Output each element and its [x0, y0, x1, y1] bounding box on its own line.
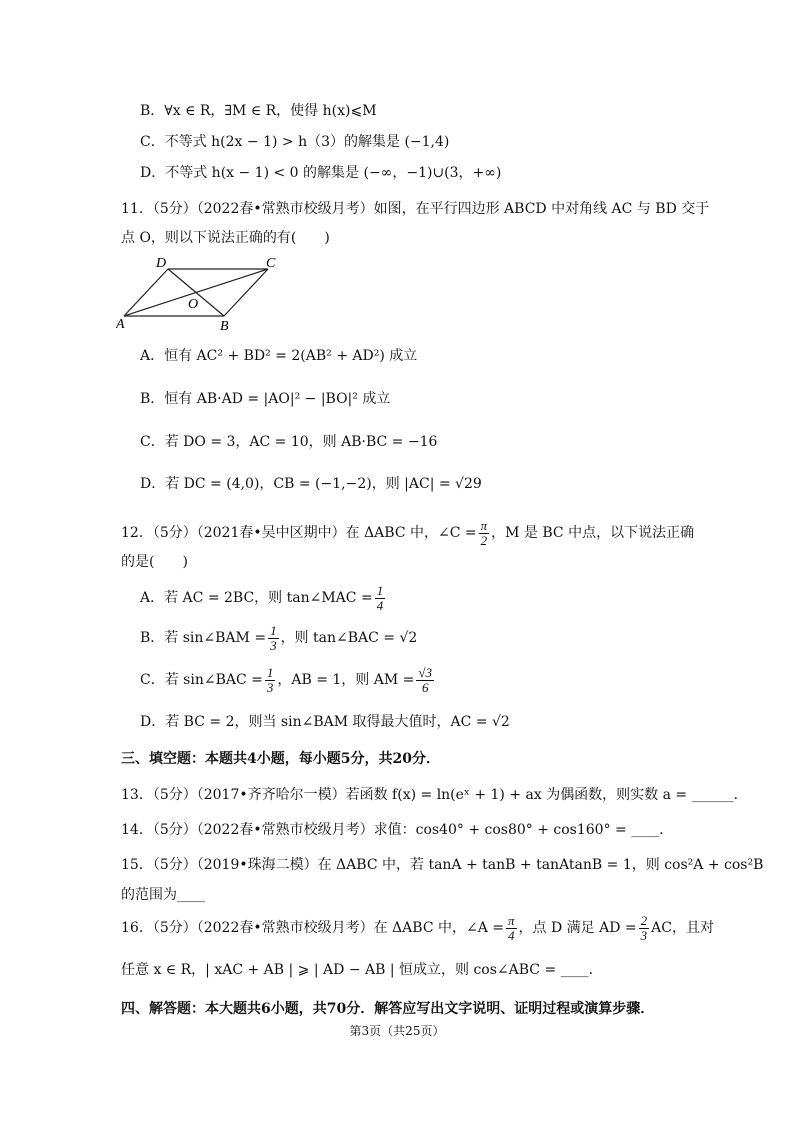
- q12-option-a: [140, 580, 387, 616]
- q11-option-a: A．恒有 AC² + BD² = 2(AB² + AD²) 成立: [140, 348, 418, 364]
- vertex-label-d: D: [156, 256, 167, 271]
- frac-numerator: 2: [640, 912, 648, 928]
- vertex-label-c: C: [266, 256, 276, 271]
- q12-c-text: C．若 sin∠BAC =: [140, 672, 263, 688]
- q12-a-frac: [375, 584, 386, 613]
- frac-numerator: 1: [266, 664, 274, 680]
- q12-option-c: [140, 662, 436, 698]
- q12-c-frac1: [265, 666, 276, 695]
- q11-option-c: C．若 DO = 3，AC = 10，则 AB·BC = −16: [140, 434, 438, 450]
- q12-b-text: B．若 sin∠BAM =: [140, 630, 267, 646]
- q10-option-b: B．∀x ∈ R，∃M ∈ R，使得 h(x)⩽M: [140, 103, 377, 119]
- q12-b-text-post: ，则 tan∠BAC = √2: [280, 630, 418, 646]
- q11-stem-line2: 点 O，则以下说法正确的有( ): [121, 230, 330, 246]
- q16-frac-pi-over-4: [506, 914, 517, 943]
- q12-a-text: A．若 AC = 2BC，则 tan∠MAC =: [140, 590, 373, 606]
- frac-numerator: π: [508, 912, 515, 928]
- q15-line1: 15．（5分）（2019•珠海二模）在 ΔABC 中，若 tanA + tanB + tanAtanB = 1，则 cos²A + cos²B: [121, 857, 764, 873]
- q12-frac-pi-over-2: [479, 519, 490, 548]
- q12-b-frac: [268, 624, 279, 653]
- q12-option-b: [140, 620, 417, 656]
- parallelogram-figure: [116, 256, 296, 336]
- q12-stem-line2: 的是( ): [121, 554, 188, 570]
- frac-numerator: 1: [270, 622, 277, 638]
- q12-stem-part2: ，M 是 BC 中点，以下说法正确: [491, 525, 695, 541]
- frac-numerator: √3: [418, 664, 433, 680]
- q12-c-text-mid: ，AB = 1，则 AM =: [277, 672, 415, 688]
- q15-line2: 的范围为____: [121, 887, 205, 903]
- q12-stem-part1: 12．（5分）（2021春•吴中区期中）在 ΔABC 中，∠C =: [121, 525, 477, 541]
- q10-option-d: D．不等式 h(x − 1) < 0 的解集是 (−∞，−1)∪(3，+∞): [140, 165, 502, 181]
- q11-option-b: B．恒有 AB·AD = |AO|² − |BO|² 成立: [140, 391, 391, 407]
- q12-c-frac2: [416, 666, 434, 695]
- frac-denominator: 3: [270, 637, 277, 653]
- q16-text-b: ，点 D 满足 AD =: [518, 920, 637, 936]
- page-footer: 第3页（共25页）: [349, 1024, 445, 1038]
- frac-numerator: π: [480, 517, 488, 533]
- frac-denominator: 3: [640, 927, 648, 943]
- q16-text-a: 16．（5分）（2022春•常熟市校级月考）在 ΔABC 中，∠A =: [121, 920, 505, 936]
- section-3-heading: 三、填空题：本题共4小题，每小题5分，共20分．: [121, 751, 440, 767]
- section-4-heading: 四、解答题：本大题共6小题，共70分．解答应写出文字说明、证明过程或演算步骤．: [121, 1001, 655, 1017]
- q16-text-c: AC，且对: [651, 920, 714, 936]
- q16-frac-2-over-3: [639, 914, 650, 943]
- q13: 13．（5分）（2017•齐齐哈尔一模）若函数 f(x) = ln(eˣ + 1) + ax 为偶函数，则实数 a = ______．: [121, 787, 748, 803]
- point-label-o: O: [188, 297, 199, 312]
- frac-denominator: 4: [508, 927, 515, 943]
- q16-line2: 任意 x ∈ R，| xAC + AB | ⩾ | AD − AB | 恒成立，则 cos∠ABC = ____．: [121, 962, 603, 978]
- frac-numerator: 1: [376, 582, 384, 598]
- q11-stem-line1: 11．（5分）（2022春•常熟市校级月考）如图，在平行四边形 ABCD 中对角线 AC 与 BD 交于: [121, 201, 710, 217]
- q12-option-d: D．若 BC = 2，则当 sin∠BAM 取得最大值时，AC = √2: [140, 714, 510, 730]
- q10-option-c: C．不等式 h(2x − 1) > h（3）的解集是 (−1,4): [140, 134, 450, 150]
- vertex-label-b: B: [220, 319, 229, 334]
- q14: 14．（5分）（2022春•常熟市校级月考）求值：cos40° + cos80° + cos160° = ____．: [121, 822, 674, 838]
- q12-stem-line1: [121, 515, 694, 551]
- frac-denominator: 3: [266, 679, 274, 695]
- frac-denominator: 2: [480, 532, 488, 548]
- frac-denominator: 6: [421, 679, 429, 695]
- vertex-label-a: A: [116, 317, 125, 332]
- q16-line1: [121, 910, 714, 946]
- q11-option-d: D．若 DC = (4,0)，CB = (−1,−2)，则 |AC| = √29: [140, 476, 482, 492]
- frac-denominator: 4: [376, 597, 384, 613]
